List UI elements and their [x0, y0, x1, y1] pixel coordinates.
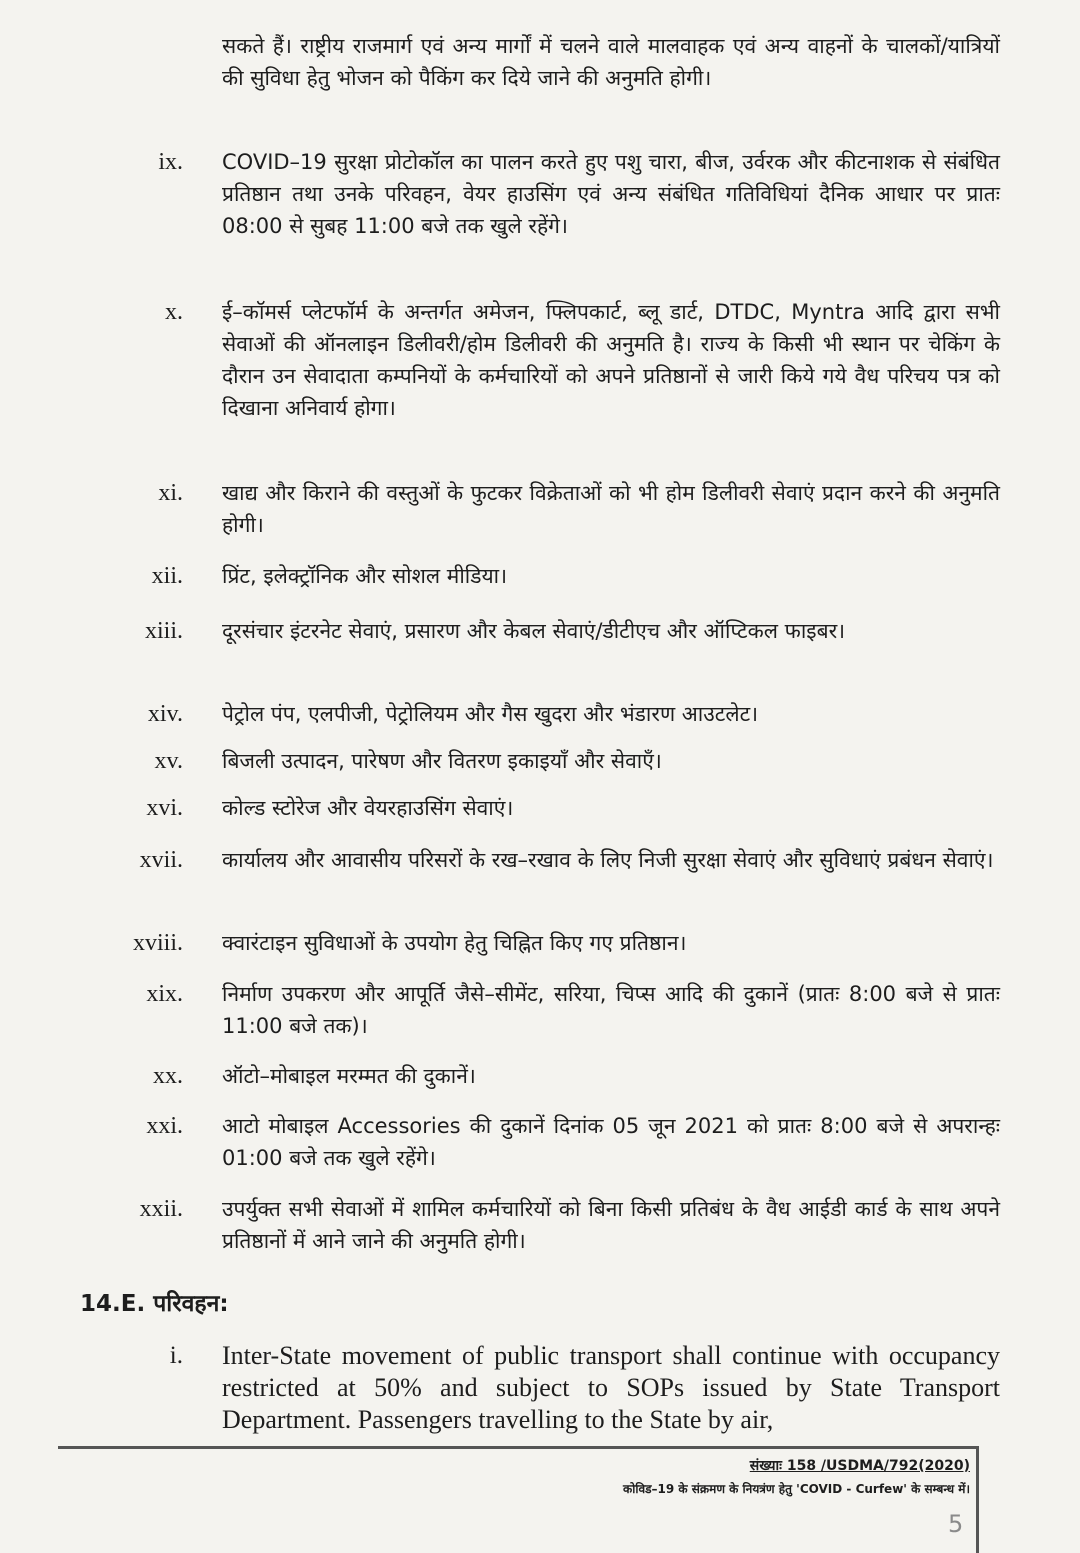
item-text: आटो मोबाइल Accessories की दुकानें दिनांक 05 जून 2021 को प्रातः 8:00 बजे से अपरान्हः 01:00 बजे तक खुले रहेंगे।: [222, 1114, 1000, 1170]
item-number: xi.: [158, 480, 183, 506]
item-number: i.: [169, 1342, 183, 1369]
item-number: xviii.: [132, 930, 183, 956]
item-text: ऑटो–मोबाइल मरम्मत की दुकानें।: [222, 1064, 476, 1088]
item-text: दूरसंचार इंटरनेट सेवाएं, प्रसारण और केबल सेवाएं/डीटीएच और ऑप्टिकल फाइबर।: [222, 619, 846, 643]
item-number: ix.: [158, 149, 183, 175]
item-number: xix.: [146, 981, 183, 1007]
footer-reference-number: संख्याः 158 /USDMA/792(2020): [749, 1458, 970, 1474]
section-heading: 14.E. परिवहन:: [80, 1291, 229, 1317]
footer-subject: कोविड–19 के संक्रमण के नियत्रंण हेतु 'COVID - Curfew' के सम्बन्ध में।: [623, 1482, 970, 1496]
footer-divider: [58, 1446, 978, 1449]
item-number: xii.: [151, 563, 183, 589]
item-number: xiii.: [144, 618, 183, 644]
item-text: कार्यालय और आवासीय परिसरों के रख–रखाव के लिए निजी सुरक्षा सेवाएं और सुविधाएं प्रबंधन सेवाएं।: [222, 848, 994, 872]
item-number: xv.: [154, 748, 183, 774]
item-text: पेट्रोल पंप, एलपीजी, पेट्रोलियम और गैस खुदरा और भंडारण आउटलेट।: [222, 702, 759, 726]
item-text: उपर्युक्त सभी सेवाओं में शामिल कर्मचारियों को बिना किसी प्रतिबंध के वैध आईडी कार्ड के साथ अपने प्रतिष्ठानों में आने जाने की अनुमति होगी।: [222, 1197, 1000, 1253]
item-number: xiv.: [147, 701, 183, 727]
item-text: Inter-State movement of public transport shall continue with occupancy restricted at 50% and subject to SOPs issued by State Transport Department. Passengers travelling to the State by air,: [222, 1341, 1000, 1434]
item-text: प्रिंट, इलेक्ट्रॉनिक और सोशल मीडिया।: [222, 564, 508, 588]
item-text: निर्माण उपकरण और आपूर्ति जैसे–सीमेंट, सरिया, चिप्स आदि की दुकानें (प्रातः 8:00 बजे से प्रातः 11:00 बजे तक)।: [222, 982, 1000, 1038]
item-number: xxii.: [139, 1196, 183, 1222]
item-text: क्वारंटाइन सुविधाओं के उपयोग हेतु चिह्नित किए गए प्रतिष्ठान।: [222, 931, 687, 955]
page-number: 5: [948, 1510, 964, 1538]
item-text: ई–कॉमर्स प्लेटफॉर्म के अन्तर्गत अमेजन, फ्लिपकार्ट, ब्लू डार्ट, DTDC, Myntra आदि द्वारा सभी सेवाओं की ऑनलाइन डिलीवरी/होम डिलीवरी की अनुमति है। राज्य के किसी भी स्थान पर चेकिंग के दौरान उन सेवादाता कम्पनियों के कर्मचारियों को अपने प्रतिष्ठानों से जारी किये गये वैध परिचय पत्र को दिखाना अनिवार्य होगा।: [222, 300, 1000, 420]
footer-vertical-rule: [976, 1446, 979, 1553]
item-number: xvii.: [139, 847, 183, 873]
item-text: कोल्ड स्टोरेज और वेयरहाउसिंग सेवाएं।: [222, 796, 514, 820]
item-number: xx.: [153, 1063, 183, 1089]
continuation-paragraph: सकते हैं। राष्ट्रीय राजमार्ग एवं अन्य मार्गों में चलने वाले मालवाहक एवं अन्य वाहनों के चालकों/यात्रियों की सुविधा हेतु भोजन को पैकिंग कर दिये जाने की अनुमति होगी।: [222, 34, 1000, 90]
item-text: खाद्य और किराने की वस्तुओं के फुटकर विक्रेताओं को भी होम डिलीवरी सेवाएं प्रदान करने की अनुमति होगी।: [222, 481, 1000, 537]
item-text: COVID–19 सुरक्षा प्रोटोकॉल का पालन करते हुए पशु चारा, बीज, उर्वरक और कीटनाशक से संबंधित प्रतिष्ठान तथा उनके परिवहन, वेयर हाउसिंग एवं अन्य संबंधित गतिविधियां दैनिक आधार पर प्रातः 08:00 से सुबह 11:00 बजे तक खुले रहेंगे।: [222, 150, 1000, 238]
item-number: x.: [165, 299, 183, 325]
item-number: xxi.: [146, 1113, 183, 1139]
item-number: xvi.: [146, 795, 183, 821]
item-text: बिजली उत्पादन, पारेषण और वितरण इकाइयाँ और सेवाएँ।: [222, 749, 662, 773]
